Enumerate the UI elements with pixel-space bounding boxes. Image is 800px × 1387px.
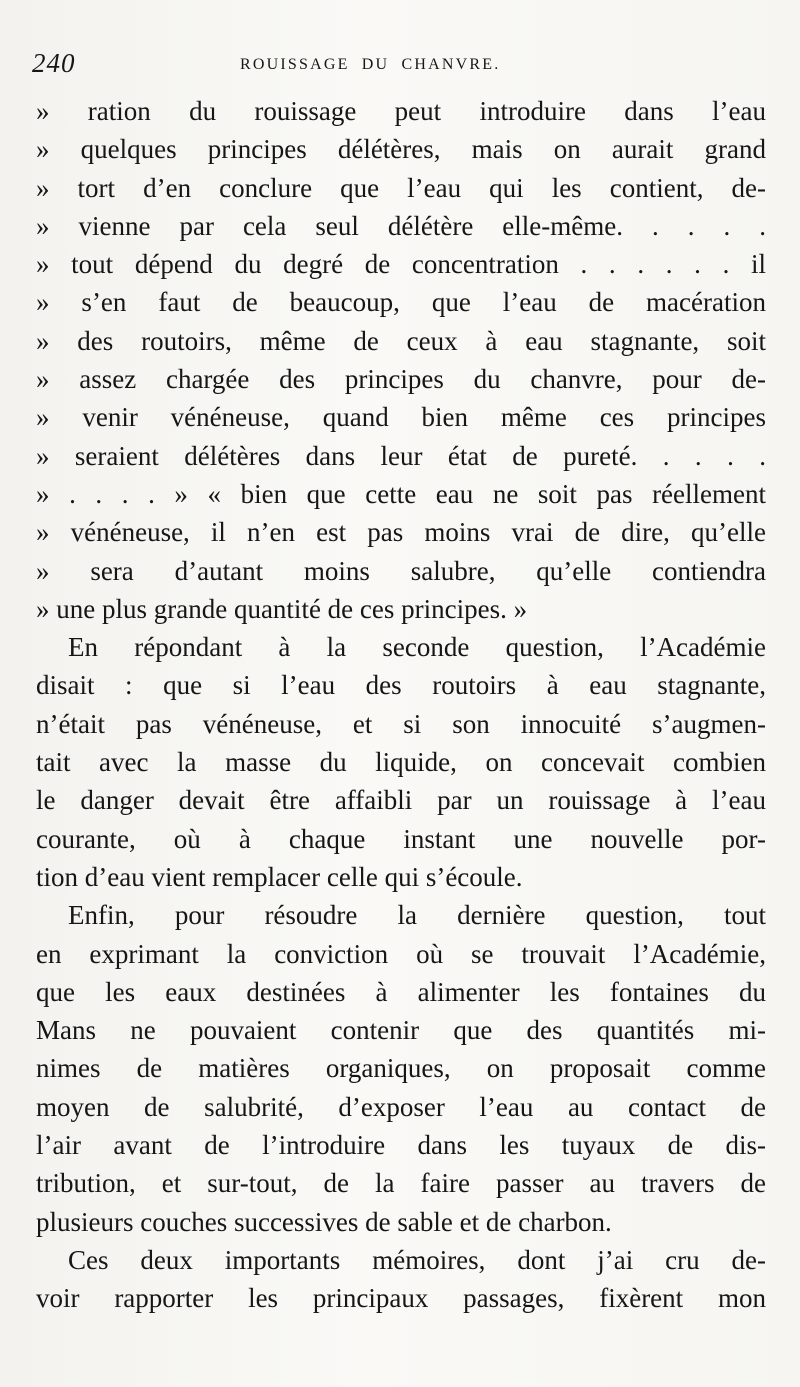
text-line: » seraient délétères dans leur état de pureté. . . . . [36, 440, 766, 471]
text-line: Enfin, pour résoudre la dernière question, tout [68, 900, 766, 931]
text-line: disait : que si l’eau des routoirs à eau stagnante, [36, 670, 766, 701]
text-line: nimes de matières organiques, on proposait comme [36, 1053, 766, 1084]
text-line: courante, où à chaque instant une nouvelle por- [36, 823, 766, 854]
page-number: 240 [32, 48, 76, 78]
text-line: » sera d’autant moins salubre, qu’elle contiendra [36, 555, 766, 586]
text-line: » tort d’en conclure que l’eau qui les contient, de- [36, 172, 766, 203]
text-line: que les eaux destinées à alimenter les fontaines du [36, 976, 766, 1007]
text-line: » ration du rouissage peut introduire dans l’eau [36, 96, 766, 126]
text-line: plusieurs couches successives de sable et de charbon. [36, 1206, 612, 1237]
text-line: » une plus grande quantité de ces principes. » [36, 593, 528, 624]
text-line: » des routoirs, même de ceux à eau stagnante, soit [36, 325, 766, 356]
text-line: » s’en faut de beaucoup, que l’eau de macération [36, 287, 766, 318]
page-header [0, 44, 800, 84]
text-line: » vénéneuse, il n’en est pas moins vrai de dire, qu’elle [36, 517, 766, 548]
text-line: n’était pas vénéneuse, et si son innocuité s’augmen- [36, 708, 766, 739]
running-head: ROUISSAGE DU CHANVRE. [240, 56, 501, 73]
body-text [36, 92, 766, 1318]
text-line: » tout dépend du degré de concentration . . . . . . il [36, 249, 766, 280]
text-line: l’air avant de l’introduire dans les tuyaux de dis- [36, 1130, 766, 1161]
text-line: Ces deux importants mémoires, dont j’ai cru de- [68, 1244, 766, 1275]
text-line: » assez chargée des principes du chanvre, pour de- [36, 364, 766, 395]
text-line: en exprimant la conviction où se trouvait l’Académie, [36, 938, 766, 969]
text-line: tait avec la masse du liquide, on concevait combien [36, 747, 766, 778]
text-line: » . . . . » « bien que cette eau ne soit pas réellement [36, 478, 766, 509]
text-line: voir rapporter les principaux passages, fixèrent mon [36, 1283, 766, 1314]
text-line: » quelques principes délétères, mais on aurait grand [36, 134, 766, 165]
text-line: » venir vénéneuse, quand bien même ces principes [36, 402, 766, 433]
text-line: » vienne par cela seul délétère elle-même. . . . . [36, 210, 766, 241]
text-line: tribution, et sur-tout, de la faire passer au travers de [36, 1168, 766, 1199]
text-line: moyen de salubrité, d’exposer l’eau au contact de [36, 1091, 766, 1122]
text-line: Mans ne pouvaient contenir que des quantités mi- [36, 1015, 766, 1046]
text-line: En répondant à la seconde question, l’Académie [68, 632, 766, 663]
text-line: le danger devait être affaibli par un rouissage à l’eau [36, 785, 766, 816]
text-line: tion d’eau vient remplacer celle qui s’écoule. [36, 861, 523, 892]
